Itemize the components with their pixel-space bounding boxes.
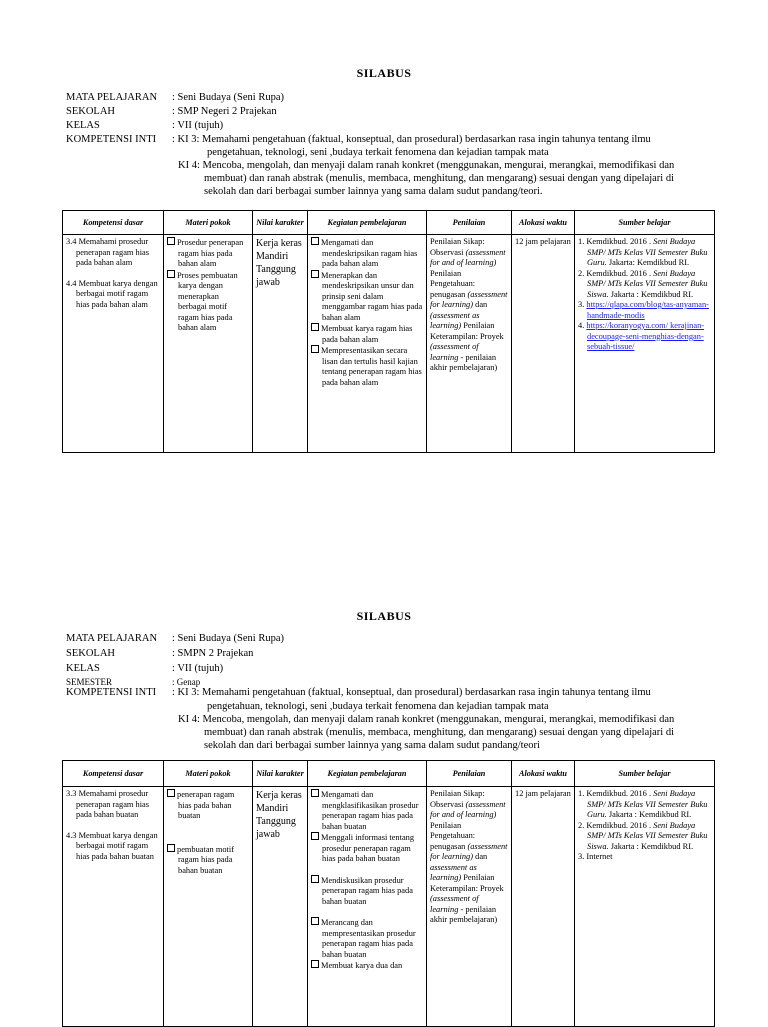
penilaian-conj: dan (475, 300, 488, 309)
kegiatan-item: Mempresentasikan secara lisan dan tertulis hasil kajian tentang penerapan ragam hias pada bahan alam (311, 345, 423, 388)
kompetensi-cell (63, 787, 164, 1027)
checkbox-bullet-icon (311, 237, 319, 245)
penilaian-note: (assessment for and of learning) (430, 799, 506, 819)
penilaian-pengetahuan: Penilaian Pengetahuan: penugasan (430, 268, 476, 299)
kegiatan-item: Mengamati dan mengklasifikasikan prosedur penerapan ragam hias pada bahan buatan (311, 789, 423, 832)
field-label: SEKOLAH (66, 106, 115, 117)
penilaian-note: (assessment of learning - (430, 894, 479, 914)
kegiatan-item: Mendiskusikan prosedur penerapan ragam hias pada bahan buatan (311, 875, 423, 908)
kegiatan-item: Menggali informasi tentang prosedur penerapan ragam hias pada bahan buatan (311, 832, 423, 865)
ki4-continued: sekolah dan dari berbagai sumber lainnya yang sama dalam sudut pandang/teori (204, 740, 540, 751)
penilaian-note: (assessment of learning - (430, 342, 479, 362)
sumber-item: 4. https://koranyogya.com/ kerajinan-decoupage-seni-menghias-dengan-sebuah-tissue/ (578, 321, 705, 351)
penilaian-note: (assessment for and of learning) (430, 247, 506, 267)
field-label: SEKOLAH (66, 648, 115, 659)
kegiatan-item: Merancang dan mempresentasikan prosedur penerapan ragam hias pada bahan buatan (311, 917, 423, 960)
column-header: Nilai karakter (253, 211, 308, 235)
checkbox-bullet-icon (311, 323, 319, 331)
materi-cell (164, 787, 253, 1027)
checkbox-bullet-icon (311, 832, 319, 840)
table-header-row (63, 761, 715, 787)
header-info (0, 92, 768, 202)
field-label: KOMPETENSI INTI (66, 687, 157, 698)
nilai-item: Tanggung jawab (256, 264, 296, 288)
ki4-text: KI 4: Mencoba, mengolah, dan menyaji dalam ranah konkret (menggunakan, mengurai, merangkai, memodifikasi dan (178, 714, 675, 725)
column-header: Nilai karakter (253, 761, 308, 787)
sumber-item: 2. Kemdikbud. 2016 . Seni Budaya SMP/ MTs Kelas VII Semester Buku Siswa. Jakarta : Kemdikbud RI. (578, 820, 708, 851)
materi-item: Prosedur penerapan ragam hias pada bahan alam (167, 237, 249, 270)
sumber-link[interactable]: https://qlapa.com/blog/tas-anyaman-handmade-modis (586, 300, 709, 320)
materi-item: pembuatan motif ragam hias pada bahan buatan (167, 844, 249, 877)
page-title: SILABUS (356, 66, 412, 80)
penilaian-note: (assessment for learning) (430, 289, 508, 309)
field-label: MATA PELAJARAN (66, 633, 158, 644)
kd-item: 3.3 Memahami prosedur penerapan ragam hias pada bahan buatan (66, 789, 150, 819)
checkbox-bullet-icon (167, 789, 175, 797)
penilaian-pengetahuan: Penilaian Pengetahuan: penugasan (430, 820, 476, 851)
field-label: KELAS (66, 663, 100, 674)
column-header: Kompetensi dasar (63, 761, 164, 787)
penilaian-note: (assessment as learning) (430, 310, 480, 330)
materi-item: penerapan ragam hias pada bahan buatan (167, 789, 249, 822)
kompetensi-cell (63, 235, 164, 453)
kegiatan-item: Membuat karya ragam hias pada bahan alam (311, 323, 423, 345)
field-value: : SMP Negeri 2 Prajekan (172, 106, 277, 117)
field-value: : Genap (172, 677, 201, 687)
checkbox-bullet-icon (167, 844, 175, 852)
field-label: KOMPETENSI INTI (66, 134, 157, 145)
kegiatan-cell (308, 787, 427, 1027)
checkbox-bullet-icon (311, 270, 319, 278)
materi-item: Proses pembuatan karya dengan menerapkan berbagai motif ragam hias pada bahan alam (167, 270, 249, 334)
syllabus-table (62, 760, 715, 1027)
nilai-cell (253, 235, 308, 453)
penilaian-end: penilaian akhir pembelajaran) (430, 904, 498, 924)
column-header: Kegiatan pembelajaran (308, 761, 427, 787)
table-row (63, 235, 715, 453)
nilai-cell (253, 787, 308, 1027)
checkbox-bullet-icon (311, 345, 319, 353)
penilaian-note: (assessment for learning) (430, 841, 508, 861)
ki4-continued: sekolah dan dari berbagai sumber lainnya yang sama dalam sudut pandang/teori. (204, 186, 543, 197)
ki4-continued: membuat) dan ranah abstrak (menulis, membaca, menghitung, dan mengarang) sesuai dengan yang dipelajari di (204, 727, 675, 738)
sumber-cell (575, 787, 715, 1027)
checkbox-bullet-icon (311, 960, 319, 968)
kegiatan-item: Membuat karya dua dan (311, 960, 423, 972)
field-value: : VII (tujuh) (172, 663, 224, 674)
sumber-item: 1. Kemdikbud. 2016 . Seni Budaya SMP/ MTs Kelas VII Semester Buku Guru. Jakarta: Kemdikbud RI. (578, 237, 708, 267)
penilaian-sikap: Penilaian Sikap: Observasi (430, 789, 485, 809)
ki3-text: : KI 3: Memahami pengetahuan (faktual, konseptual, dan prosedural) berdasarkan rasa ingin tahunya tentang ilmu (172, 134, 651, 145)
checkbox-bullet-icon (311, 789, 319, 797)
nilai-item: Tanggung jawab (256, 816, 296, 840)
penilaian-note: assessment as learning) (430, 862, 477, 882)
penilaian-cell (427, 235, 512, 453)
ki3-text: : KI 3: Memahami pengetahuan (faktual, konseptual, dan prosedural) berdasarkan rasa ingin tahunya tentang ilmu (172, 687, 651, 698)
alokasi-cell: 12 jam pelajaran (512, 787, 575, 1027)
penilaian-sikap: Penilaian Sikap: Observasi (430, 237, 485, 257)
column-header: Materi pokok (164, 211, 253, 235)
column-header: Sumber belajar (575, 761, 715, 787)
checkbox-bullet-icon (167, 270, 175, 278)
column-header: Sumber belajar (575, 211, 715, 235)
penilaian-keterampilan: Penilaian Keterampilan: Proyek (430, 873, 504, 893)
field-value: : SMPN 2 Prajekan (172, 648, 254, 659)
page-title: SILABUS (356, 609, 412, 623)
field-value: : VII (tujuh) (172, 120, 224, 131)
sumber-item: 3. Internet (578, 852, 613, 861)
penilaian-cell (427, 787, 512, 1027)
column-header: Kompetensi dasar (63, 211, 164, 235)
sumber-cell (575, 235, 715, 453)
header-info (0, 633, 768, 753)
column-header: Alokasi waktu (512, 211, 575, 235)
ki3-continued: pengetahuan, teknologi, seni ,budaya terkait fenomena dan kejadian tampak mata (207, 147, 549, 158)
penilaian-keterampilan: Penilaian Keterampilan: Proyek (430, 321, 504, 341)
field-label: SEMESTER (66, 677, 113, 687)
penilaian-end: penilaian akhir pembelajaran) (430, 352, 498, 372)
field-value: : Seni Budaya (Seni Rupa) (172, 92, 284, 103)
materi-cell (164, 235, 253, 453)
ki4-continued: membuat) dan ranah abstrak (menulis, membaca, menghitung, dan mengarang) sesuai dengan yang dipelajari di (204, 173, 675, 184)
penilaian-conj: dan (475, 852, 488, 861)
sumber-item: 1. Kemdikbud. 2016 . Seni Budaya SMP/ MTs Kelas VII Semester Buku Guru. Jakarta : Kemdikbud RI. (578, 789, 708, 819)
alokasi-cell: 12 jam pelajaran (512, 235, 575, 453)
field-label: MATA PELAJARAN (66, 92, 158, 103)
checkbox-bullet-icon (311, 917, 319, 925)
sumber-item: 2. Kemdikbud. 2016 . Seni Budaya SMP/ MTs Kelas VII Semester Buku Siswa. Jakarta : Kemdikbud RI. (578, 268, 708, 299)
column-header: Materi pokok (164, 761, 253, 787)
ki4-text: KI 4: Mencoba, mengolah, dan menyaji dalam ranah konkret (menggunakan, mengurai, merangkai, memodifikasi dan (178, 160, 675, 171)
sumber-link[interactable]: https://koranyogya.com/ kerajinan-decoupage-seni-menghias-dengan-sebuah-tissue/ (586, 321, 705, 351)
table-row (63, 787, 715, 1027)
nilai-item: Mandiri (256, 251, 289, 262)
column-header: Penilaian (427, 761, 512, 787)
kegiatan-cell (308, 235, 427, 453)
kd-item: 3.4 Memahami prosedur penerapan ragam hias pada bahan alam (66, 237, 150, 267)
sumber-item: 3. https://qlapa.com/blog/tas-anyaman-handmade-modis (578, 300, 709, 320)
kegiatan-item: Mengamati dan mendeskripsikan ragam hias pada bahan alam (311, 237, 423, 270)
syllabus-table (62, 210, 715, 453)
nilai-item: Mandiri (256, 803, 289, 814)
table-header-row (63, 211, 715, 235)
checkbox-bullet-icon (311, 875, 319, 883)
ki3-continued: pengetahuan, teknologi, seni ,budaya terkait fenomena dan kejadian tampak mata (207, 701, 549, 712)
column-header: Kegiatan pembelajaran (308, 211, 427, 235)
field-label: KELAS (66, 120, 100, 131)
nilai-item: Kerja keras (256, 238, 302, 249)
field-value: : Seni Budaya (Seni Rupa) (172, 633, 284, 644)
nilai-item: Kerja keras (256, 790, 302, 801)
kd-item: 4.4 Membuat karya dengan berbagai motif ragam hias pada bahan alam (66, 278, 158, 309)
checkbox-bullet-icon (167, 237, 175, 245)
column-header: Penilaian (427, 211, 512, 235)
column-header: Alokasi waktu (512, 761, 575, 787)
kd-item: 4.3 Membuat karya dengan berbagai motif ragam hias pada bahan buatan (66, 830, 158, 861)
kegiatan-item: Menerapkan dan mendeskripsikan unsur dan prinsip seni dalam menggambar ragam hias pada bahan alam (311, 270, 423, 324)
